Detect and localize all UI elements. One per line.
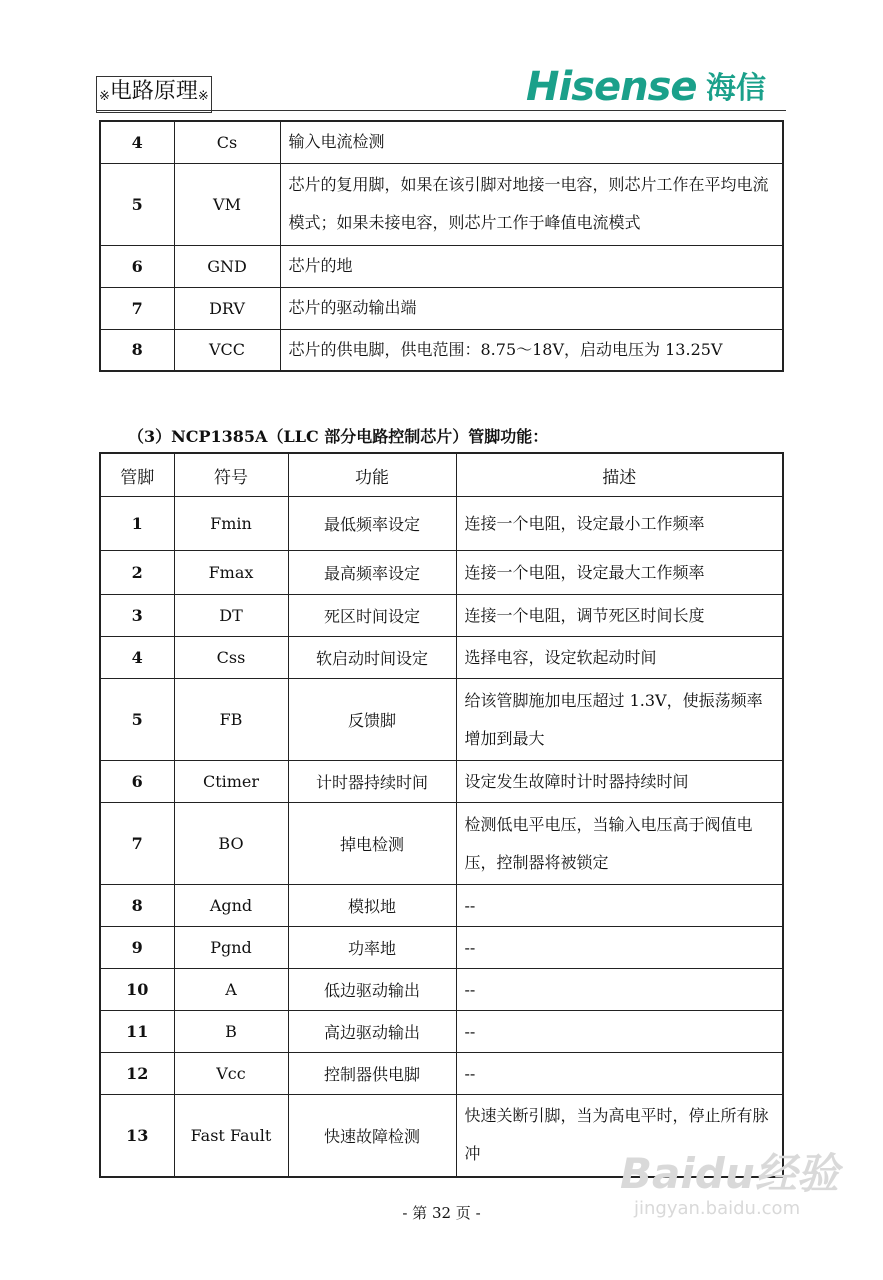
table-row (100, 595, 783, 637)
pin-description: 选择电容，设定软起动时间 (456, 637, 783, 679)
pin-symbol: BO (174, 803, 288, 885)
pin-description: 输入电流检测 (280, 121, 783, 163)
pin-number: 10 (100, 969, 174, 1011)
header-title: 电路原理 (109, 79, 198, 104)
pin-description: -- (456, 885, 783, 927)
pin-function: 掉电检测 (288, 803, 456, 885)
table-row (100, 803, 783, 885)
pin-description: 芯片的供电脚，供电范围：8.75～18V，启动电压为 13.25V (280, 329, 783, 371)
pin-symbol: Css (174, 637, 288, 679)
pin-function: 快速故障检测 (288, 1095, 456, 1177)
pin-symbol: Fmax (174, 551, 288, 595)
pin-number: 9 (100, 927, 174, 969)
pin-symbol: A (174, 969, 288, 1011)
pin-description: 连接一个电阻，调节死区时间长度 (456, 595, 783, 637)
pin-symbol: VCC (174, 329, 280, 371)
pin-description: 连接一个电阻，设定最大工作频率 (456, 551, 783, 595)
pin-symbol: Agnd (174, 885, 288, 927)
table-row (100, 287, 783, 329)
pin-symbol: Fmin (174, 497, 288, 551)
watermark-url: jingyan.baidu.com (634, 1198, 801, 1219)
pin-symbol: Pgnd (174, 927, 288, 969)
pin-function: 最低频率设定 (288, 497, 456, 551)
pin-function: 功率地 (288, 927, 456, 969)
header-function: 功能 (288, 453, 456, 497)
pin-function: 计时器持续时间 (288, 761, 456, 803)
table-row (100, 1011, 783, 1053)
pin-function: 软启动时间设定 (288, 637, 456, 679)
pin-description: 设定发生故障时计时器持续时间 (456, 761, 783, 803)
table-row (100, 927, 783, 969)
pin-symbol: VM (174, 163, 280, 245)
asterisk-left: ※ (99, 89, 110, 104)
page-number: - 第 32 页 - (402, 1204, 481, 1222)
table-row (100, 1053, 783, 1095)
pin-number: 11 (100, 1011, 174, 1053)
pin-number: 5 (100, 163, 174, 245)
pin-symbol: DRV (174, 287, 280, 329)
pin-description: -- (456, 1053, 783, 1095)
pin-number: 7 (100, 803, 174, 885)
pin-description: 连接一个电阻，设定最小工作频率 (456, 497, 783, 551)
pin-number: 6 (100, 761, 174, 803)
pin-number: 7 (100, 287, 174, 329)
pin-function: 低边驱动输出 (288, 969, 456, 1011)
header-description: 描述 (456, 453, 783, 497)
pin-description: 给该管脚施加电压超过 1.3V，使振荡频率增加到最大 (456, 679, 783, 761)
pin-symbol: Cs (174, 121, 280, 163)
pin-description: -- (456, 1011, 783, 1053)
pin-description: -- (456, 969, 783, 1011)
pin-description: 芯片的地 (280, 245, 783, 287)
table-row (100, 121, 783, 163)
table-row (100, 679, 783, 761)
pin-function: 反馈脚 (288, 679, 456, 761)
pin-number: 13 (100, 1095, 174, 1177)
pin-number: 12 (100, 1053, 174, 1095)
watermark-brand: Baidu经验 (620, 1149, 839, 1198)
pin-symbol: Ctimer (174, 761, 288, 803)
table-row (100, 329, 783, 371)
hisense-logo: Hisense (526, 64, 697, 110)
baidu-watermark (620, 1150, 839, 1220)
pin-symbol: Vcc (174, 1053, 288, 1095)
pin-table-continued (99, 120, 784, 372)
pin-number: 6 (100, 245, 174, 287)
header-symbol: 符号 (174, 453, 288, 497)
pin-symbol: B (174, 1011, 288, 1053)
pin-function: 死区时间设定 (288, 595, 456, 637)
pin-number: 1 (100, 497, 174, 551)
table-row (100, 761, 783, 803)
pin-number: 8 (100, 329, 174, 371)
pin-symbol: FB (174, 679, 288, 761)
table-header-row (100, 453, 783, 497)
table-row (100, 551, 783, 595)
pin-function: 控制器供电脚 (288, 1053, 456, 1095)
pin-function: 模拟地 (288, 885, 456, 927)
pin-number: 4 (100, 121, 174, 163)
table-row (100, 637, 783, 679)
header-pin: 管脚 (100, 453, 174, 497)
pin-description: 快速关断引脚，当为高电平时，停止所有脉冲 (456, 1095, 783, 1177)
pin-number: 8 (100, 885, 174, 927)
table-row (100, 163, 783, 245)
table-row (100, 497, 783, 551)
table-row (100, 885, 783, 927)
asterisk-right: ※ (197, 89, 209, 104)
ncp1385a-pin-table (99, 452, 784, 1178)
section-heading: （3）NCP1385A（LLC 部分电路控制芯片）管脚功能： (128, 427, 549, 446)
table-row (100, 969, 783, 1011)
pin-symbol: DT (174, 595, 288, 637)
pin-number: 4 (100, 637, 174, 679)
hisense-logo-cn: 海信 (706, 71, 766, 106)
pin-description: -- (456, 927, 783, 969)
table-row (100, 245, 783, 287)
pin-symbol: GND (174, 245, 280, 287)
header-section-label (96, 76, 212, 113)
pin-description: 芯片的复用脚，如果在该引脚对地接一电容，则芯片工作在平均电流模式；如果未接电容，则芯片工作于峰值电流模式 (280, 163, 783, 245)
pin-number: 2 (100, 551, 174, 595)
pin-function: 最高频率设定 (288, 551, 456, 595)
header-divider (96, 110, 786, 111)
pin-function: 高边驱动输出 (288, 1011, 456, 1053)
pin-number: 3 (100, 595, 174, 637)
pin-symbol: Fast Fault (174, 1095, 288, 1177)
pin-description: 芯片的驱动输出端 (280, 287, 783, 329)
pin-description: 检测低电平电压，当输入电压高于阀值电压，控制器将被锁定 (456, 803, 783, 885)
pin-number: 5 (100, 679, 174, 761)
